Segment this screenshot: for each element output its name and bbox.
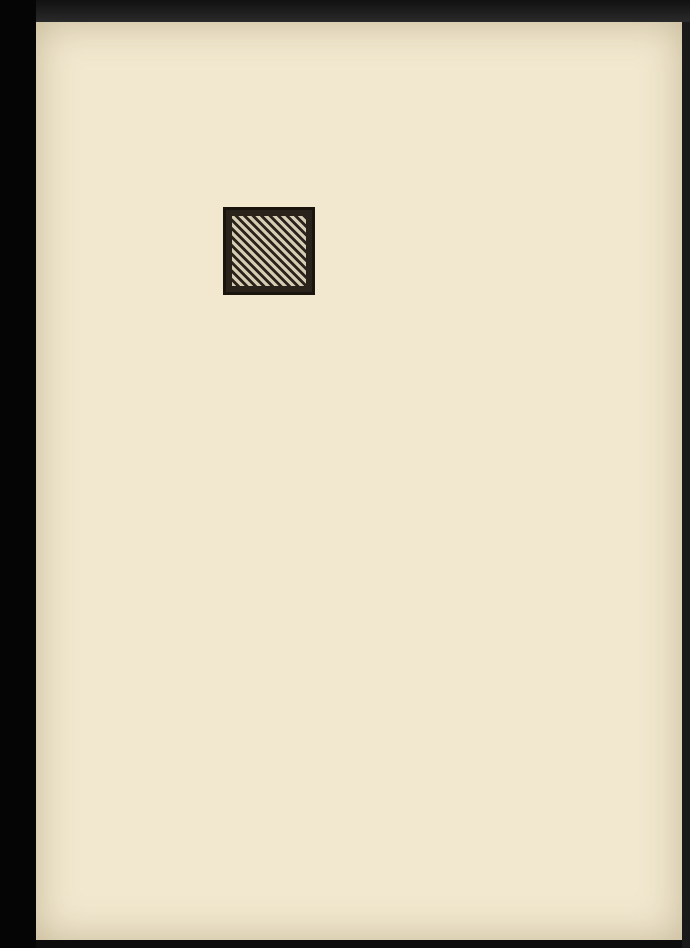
book-page bbox=[36, 22, 682, 940]
scan-top-border bbox=[36, 0, 690, 22]
scan-right-border bbox=[682, 22, 690, 948]
scan-left-border bbox=[0, 0, 36, 948]
body-text bbox=[36, 22, 682, 940]
